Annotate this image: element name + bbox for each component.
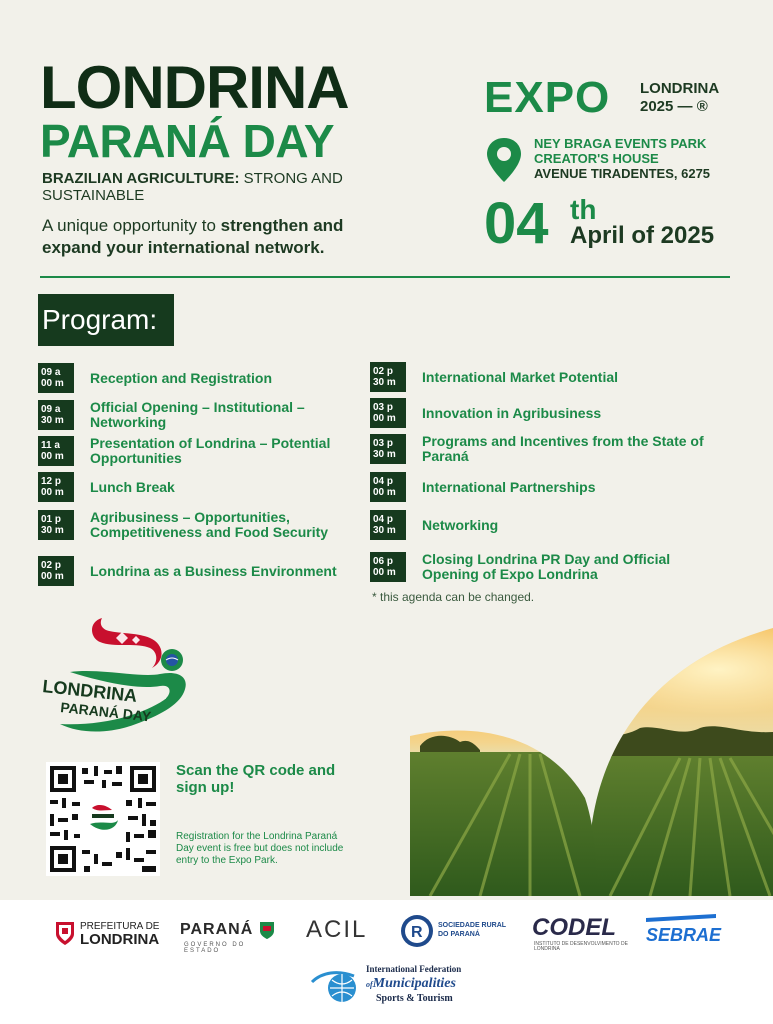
- federation-label-2: [366, 977, 456, 991]
- agenda-label: Official Opening – Institutional – Networking: [90, 399, 305, 430]
- sociedade-rural-logo-icon: [400, 914, 434, 948]
- agenda-label: Closing Londrina PR Day and Official Opening of Expo Londrina: [422, 551, 671, 582]
- agriculture-field-image: [410, 628, 773, 896]
- agenda-time-bottom: 30 m: [373, 525, 396, 536]
- agenda-time-top: 03 p: [373, 438, 394, 449]
- agenda-time-bottom: 00 m: [41, 571, 64, 582]
- tagline-bold-2: expand your international network.: [42, 238, 325, 257]
- parana-logo-sub: GOVERNO DO ESTADO: [184, 942, 246, 954]
- event-day-suffix: th: [570, 194, 597, 225]
- agenda-time-bottom: 00 m: [373, 487, 396, 498]
- agenda-item: [38, 363, 358, 393]
- registration-note: Registration for the Londrina Paraná Day event is free but does not include entry to the Expo Park.: [176, 831, 344, 866]
- agenda-note: * this agenda can be changed.: [372, 590, 535, 604]
- agenda-label: International Partnerships: [422, 478, 596, 495]
- agenda-time: [370, 362, 406, 392]
- page-title-londrina: LONDRINA: [40, 54, 349, 121]
- sponsor-codel: [532, 914, 632, 952]
- agenda-label: Londrina as a Business Environment: [90, 562, 337, 579]
- event-month-year: April of 2025: [570, 222, 715, 249]
- venue-address: [534, 136, 710, 181]
- agenda-time: [370, 472, 406, 502]
- tagline-plain: A unique opportunity to: [42, 216, 221, 235]
- agenda-time-top: 11 a: [41, 440, 60, 451]
- agenda-time-bottom: 30 m: [41, 525, 64, 536]
- svg-text:R: R: [411, 924, 423, 941]
- agenda-time-top: 01 p: [41, 514, 62, 525]
- agenda-time: [370, 434, 406, 464]
- agenda-time-top: 03 p: [373, 402, 394, 413]
- agenda-time-bottom: 00 m: [373, 567, 396, 578]
- federation-label-1: International Federation: [366, 964, 462, 974]
- event-logo-line-2: PARANÁ DAY: [59, 699, 152, 725]
- agenda-label: Programs and Incentives from the State of Paraná: [422, 433, 704, 464]
- sponsor-acil: [306, 918, 376, 942]
- agenda-time-top: 04 p: [373, 514, 394, 525]
- federation-municipalities: Municipalities: [372, 976, 456, 991]
- agenda-time-bottom: 00 m: [41, 378, 64, 389]
- header-divider: [40, 276, 730, 278]
- parana-coat-of-arms-icon: [258, 920, 276, 940]
- londrina-coat-of-arms-icon: [54, 920, 76, 946]
- agenda-time-bottom: 30 m: [41, 415, 64, 426]
- federation-label-3: Sports & Tourism: [376, 993, 453, 1004]
- agenda-time-bottom: 30 m: [373, 377, 396, 388]
- page-title-parana-day: PARANÁ DAY: [40, 115, 335, 167]
- agenda-time: [38, 363, 74, 393]
- prefeitura-label-top: PREFEITURA DE: [80, 921, 160, 932]
- agenda-item: [38, 400, 358, 430]
- venue-line-2: CREATOR'S HOUSE: [534, 151, 659, 166]
- agenda-item: [38, 436, 358, 466]
- agenda-time: [38, 556, 74, 586]
- acil-logo-text: ACIL: [306, 916, 368, 943]
- sociedade-label-2: DO PARANÁ: [438, 931, 480, 938]
- agenda-time: [38, 436, 74, 466]
- registration-qr-code[interactable]: [46, 762, 160, 876]
- agenda-item: [38, 510, 358, 540]
- sebrae-logo-text: SEBRAE: [646, 925, 722, 945]
- expo-year: 2025 — ®: [640, 98, 708, 115]
- codel-logo-text: CODEL: [532, 914, 616, 941]
- agenda-item: [38, 556, 358, 586]
- agenda-time-top: 12 p: [41, 476, 62, 487]
- agenda-time-bottom: 00 m: [41, 451, 64, 462]
- subtitle-rest: STRONG AND SUSTAINABLE: [42, 170, 343, 204]
- agenda-item: [370, 510, 710, 540]
- federation-globe-icon: [308, 962, 362, 1010]
- venue-line-3: AVENUE TIRADENTES, 6275: [534, 166, 711, 181]
- codel-logo-sub: INSTITUTO DE DESENVOLVIMENTO DE LONDRINA: [534, 941, 628, 952]
- agenda-label: Networking: [422, 516, 499, 533]
- sociedade-label-1: SOCIEDADE RURAL: [438, 922, 507, 929]
- agenda-item: [370, 552, 710, 582]
- agenda-label: Lunch Break: [90, 478, 175, 495]
- agenda-item: [370, 434, 710, 464]
- prefeitura-label-bottom: LONDRINA: [80, 931, 160, 948]
- expo-logo-subtitle: [640, 80, 719, 116]
- agenda-time-top: 09 a: [41, 404, 61, 415]
- program-heading: Program:: [38, 294, 174, 346]
- agenda-time-bottom: 00 m: [373, 413, 396, 424]
- agenda-time-top: 02 p: [41, 560, 62, 571]
- agenda-time: [370, 398, 406, 428]
- agenda-item: [370, 362, 710, 392]
- agenda-time-bottom: 00 m: [41, 487, 64, 498]
- agenda-time-top: 02 p: [373, 366, 394, 377]
- qr-call-to-action: Scan the QR code and sign up!: [176, 762, 336, 796]
- agenda-label: International Market Potential: [422, 368, 619, 385]
- agenda-time: [38, 510, 74, 540]
- agenda-time-top: 09 a: [41, 367, 61, 378]
- expo-city: LONDRINA: [640, 80, 720, 97]
- subtitle: [42, 170, 362, 204]
- location-pin-icon: [484, 136, 524, 184]
- sponsor-international-federation: [308, 962, 478, 1010]
- expo-logo-text: EXPO: [484, 73, 611, 122]
- agenda-time-bottom: 30 m: [373, 449, 396, 460]
- event-day: 04: [484, 191, 549, 256]
- agenda-item: [370, 472, 710, 502]
- agenda-label: Agribusiness – Opportunities, Competitiveness and Food Security: [90, 509, 329, 540]
- agenda-label: Innovation in Agribusiness: [422, 404, 602, 421]
- event-logo-line-1: LONDRINA: [41, 676, 139, 706]
- subtitle-bold: BRAZILIAN AGRICULTURE:: [42, 170, 240, 187]
- agenda-time: [38, 400, 74, 430]
- agenda-label: Presentation of Londrina – Potential Opportunities: [90, 435, 331, 466]
- agenda-time-top: 04 p: [373, 476, 394, 487]
- agenda-time: [370, 552, 406, 582]
- agenda-item: [370, 398, 710, 428]
- agenda-time: [38, 472, 74, 502]
- expo-logo: [484, 73, 611, 122]
- tagline: [42, 215, 392, 259]
- parana-logo-text: PARANÁ: [180, 921, 254, 938]
- agenda-label: Reception and Registration: [90, 369, 273, 386]
- agenda-time-top: 06 p: [373, 556, 394, 567]
- venue-line-1: NEY BRAGA EVENTS PARK: [534, 136, 707, 151]
- tagline-bold-1: strengthen and: [220, 216, 344, 235]
- sponsors-footer: [0, 900, 773, 1024]
- agenda-time: [370, 510, 406, 540]
- agenda-item: [38, 472, 358, 502]
- londrina-parana-day-logo: [40, 612, 190, 737]
- federation-of: of: [366, 980, 373, 989]
